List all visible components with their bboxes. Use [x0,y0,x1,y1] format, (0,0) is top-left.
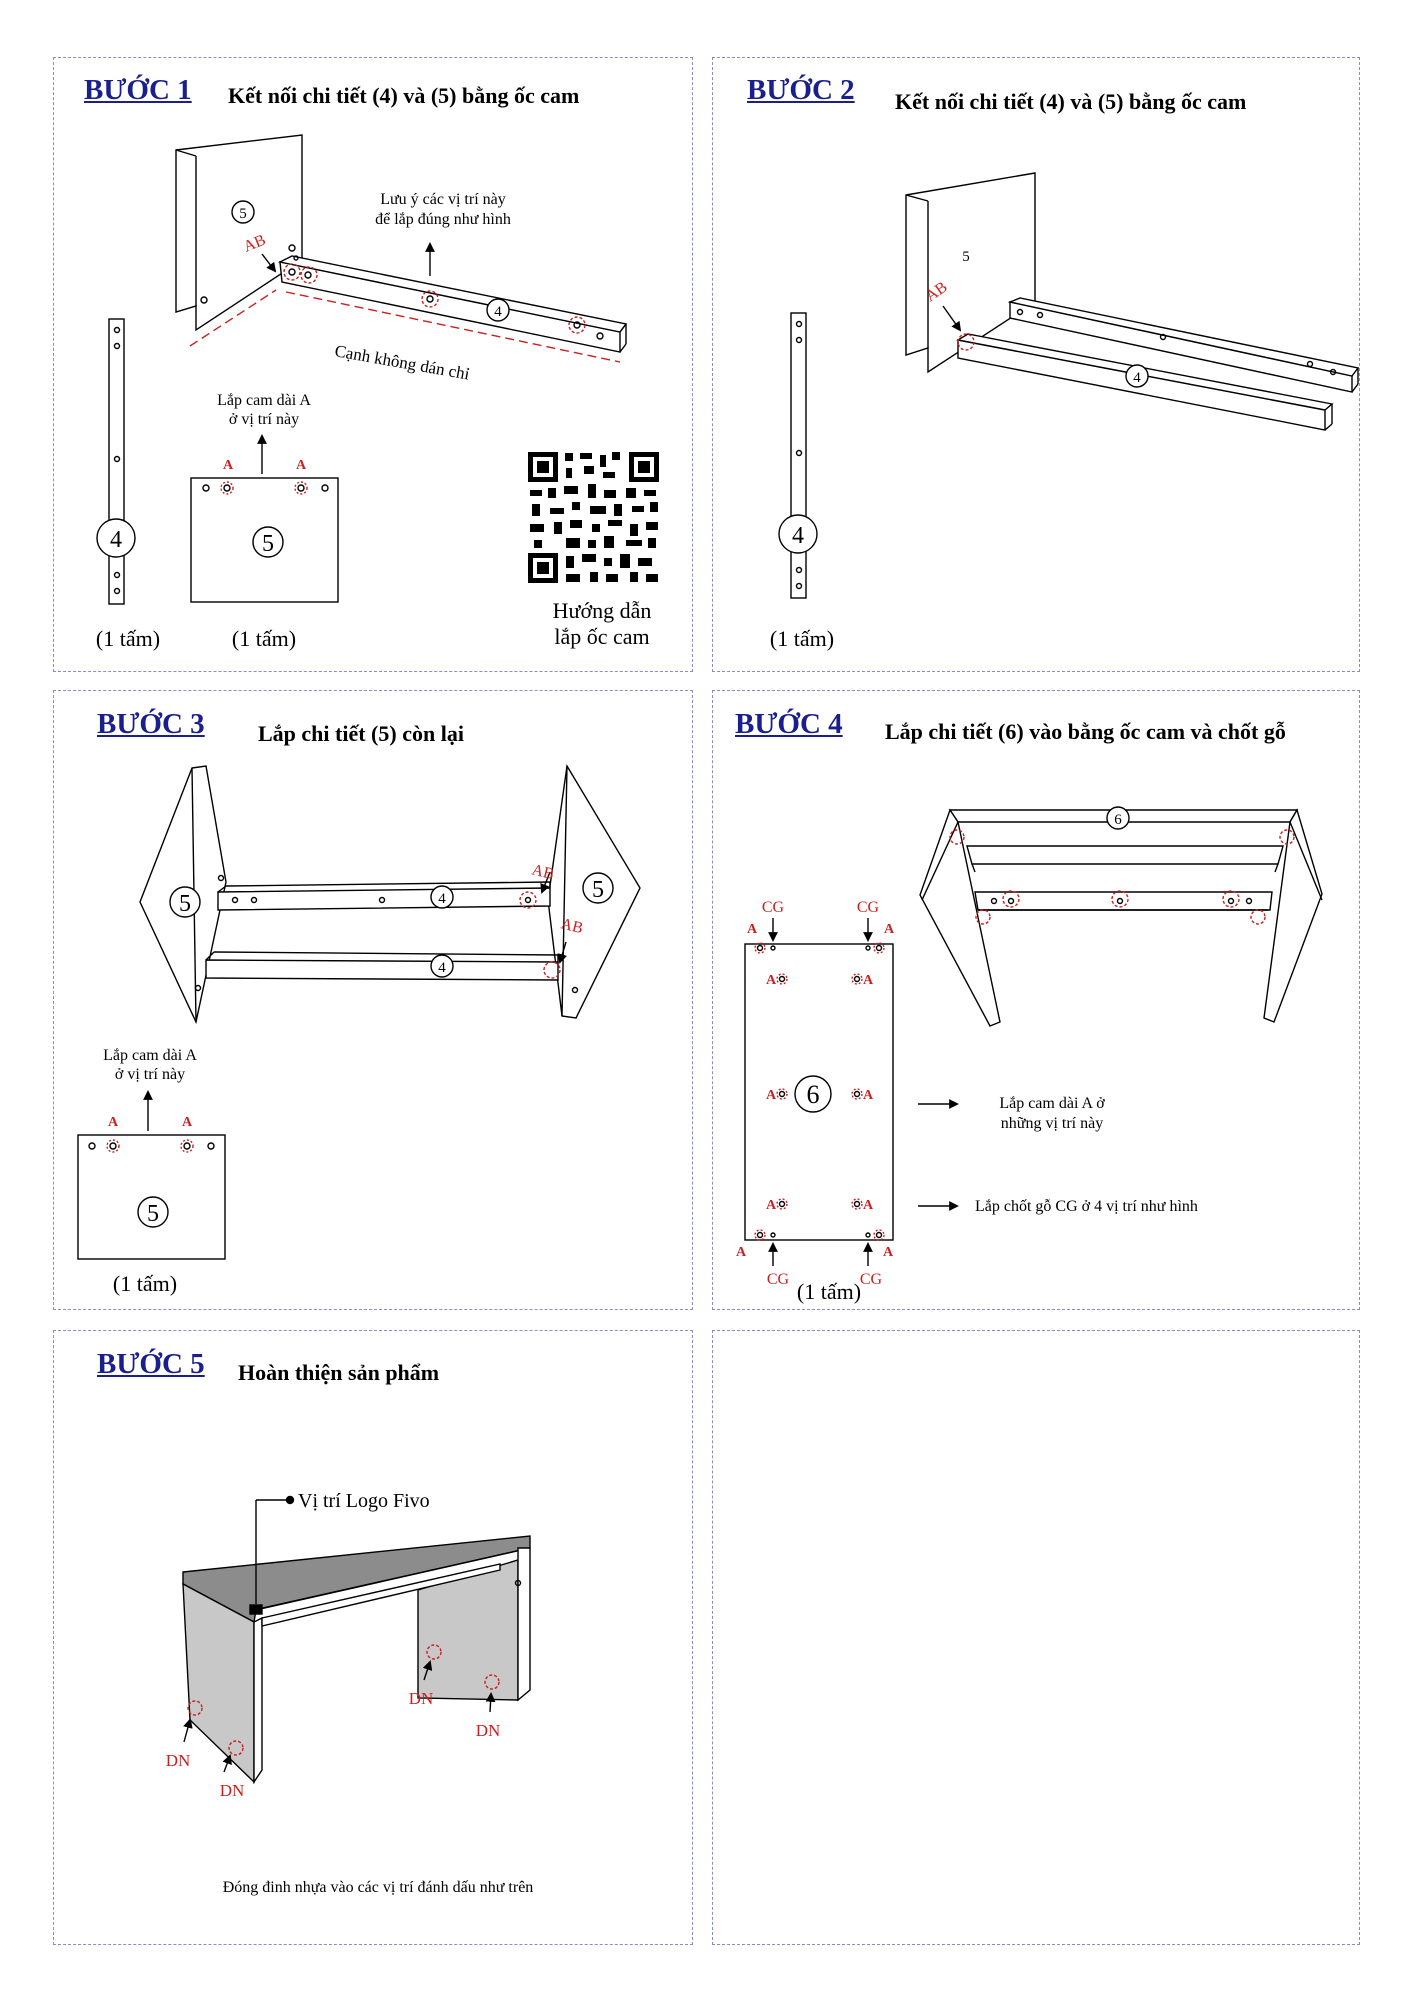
step4-cg-label-tr: CG [856,899,880,916]
step4-a-label-r2-right: A [862,1088,874,1103]
step4-cg-label-bl: CG [766,1271,790,1288]
step2-ab-label: AB [922,278,951,306]
step1-cam-line1: Lắp cam dài A [217,392,311,409]
step4-a-label-bl: A [735,1245,747,1260]
step3-ab-label-bottom: AB [559,915,585,938]
step1-title: BƯỚC 1 [84,74,192,106]
step4-iso-part6-label: 6 [1114,812,1122,828]
step4-a-label-r1-right: A [862,973,874,988]
step3-qty: (1 tấm) [112,1271,178,1296]
step1-desc: Kết nối chi tiết (4) và (5) bằng ốc cam [228,83,580,108]
step3-front-rail4-label: 4 [438,960,446,976]
step1-a-label-right: A [295,458,307,473]
step4-a-label-br: A [882,1245,894,1260]
step2-drawing [779,173,1358,598]
step1-note-line1: Lưu ý các vị trí này [380,191,506,208]
logo-position-icon [250,1605,262,1614]
step1-a-label-left: A [222,458,234,473]
step3-front-rail4 [206,960,558,980]
step4-title: BƯỚC 4 [735,708,843,740]
step2-rail4-iso-label: 4 [1133,370,1141,386]
step1-panel5-iso [176,135,302,330]
step3-a-label-right: A [181,1115,193,1130]
step1-rail4-label: 4 [110,527,122,553]
step5-dn-label-1: DN [165,1751,191,1770]
step3-ab-label-top: AB [530,861,556,884]
step5-bottom-note: Đóng đinh nhựa vào các vị trí đánh dấu như trên [222,1879,534,1896]
step2-title: BƯỚC 2 [747,74,855,106]
step4-a-label-r3-right: A [862,1198,874,1213]
step1-qty-5: (1 tấm) [231,626,297,651]
step4-cam-line1: Lắp cam dài A ở [999,1095,1105,1112]
step1-qr-line2: lắp ốc cam [554,624,650,649]
step3-left-panel5-label: 5 [179,891,191,917]
step1-cam-line2: ở vị trí này [228,411,300,428]
step1-note-line2: để lắp đúng như hình [375,211,511,228]
step2-rail4-label: 4 [792,523,804,549]
step4-a-label-r1-left: A [765,973,777,988]
step4-cg-label-br: CG [859,1271,883,1288]
step4-panel6-label: 6 [806,1080,820,1109]
step2-panel5-label: 5 [962,249,970,265]
step1-rail4-iso-label: 4 [494,304,502,320]
step3-a-label-left: A [107,1115,119,1130]
step3-desc: Lắp chi tiết (5) còn lại [258,721,464,746]
step2-qty: (1 tấm) [769,626,835,651]
step1-part5-label: 5 [239,206,247,222]
step3-right-panel5-label: 5 [592,877,604,903]
step1-drawing [97,135,659,604]
step4-a-label-r2-left: A [765,1088,777,1103]
step1-edge-note: Cạnh không dán chỉ [333,341,471,384]
step5-dn-label-2: DN [219,1781,245,1800]
step4-dowel-note: Lắp chốt gỗ CG ở 4 vị trí như hình [975,1198,1198,1215]
step3-drawing [78,766,640,1259]
step1-rail4-iso [280,262,620,352]
step3-title: BƯỚC 3 [97,708,205,740]
step4-cg-label-tl: CG [761,899,785,916]
step5-title: BƯỚC 5 [97,1348,205,1380]
step4-desc: Lắp chi tiết (6) vào bằng ốc cam và chốt gỗ [885,719,1286,744]
step3-cam-line2: ở vị trí này [114,1066,186,1083]
step4-cam-line2: những vị trí này [1000,1115,1104,1132]
step3-cam-line1: Lắp cam dài A [103,1047,197,1064]
qr-code-icon [528,452,659,583]
step3-back-rail4-label: 4 [438,891,446,907]
step1-panel5-label: 5 [262,531,274,557]
step5-dn-label-4: DN [475,1721,501,1740]
step1-qr-line1: Hướng dẫn [552,598,652,623]
step5-desc: Hoàn thiện sản phẩm [238,1360,440,1385]
step4-a-label-tl: A [746,922,758,937]
step1-ab-label: AB [241,231,269,256]
step4-a-label-tr: A [883,922,895,937]
step5-dn-label-3: DN [408,1689,434,1708]
step4-a-label-r3-left: A [765,1198,777,1213]
step1-qty-4: (1 tấm) [95,626,161,651]
step4-qty: (1 tấm) [796,1279,862,1304]
step3-panel5-label: 5 [147,1201,159,1227]
step2-desc: Kết nối chi tiết (4) và (5) bằng ốc cam [895,89,1247,114]
step5-logo-note: Vị trí Logo Fivo [298,1490,430,1512]
